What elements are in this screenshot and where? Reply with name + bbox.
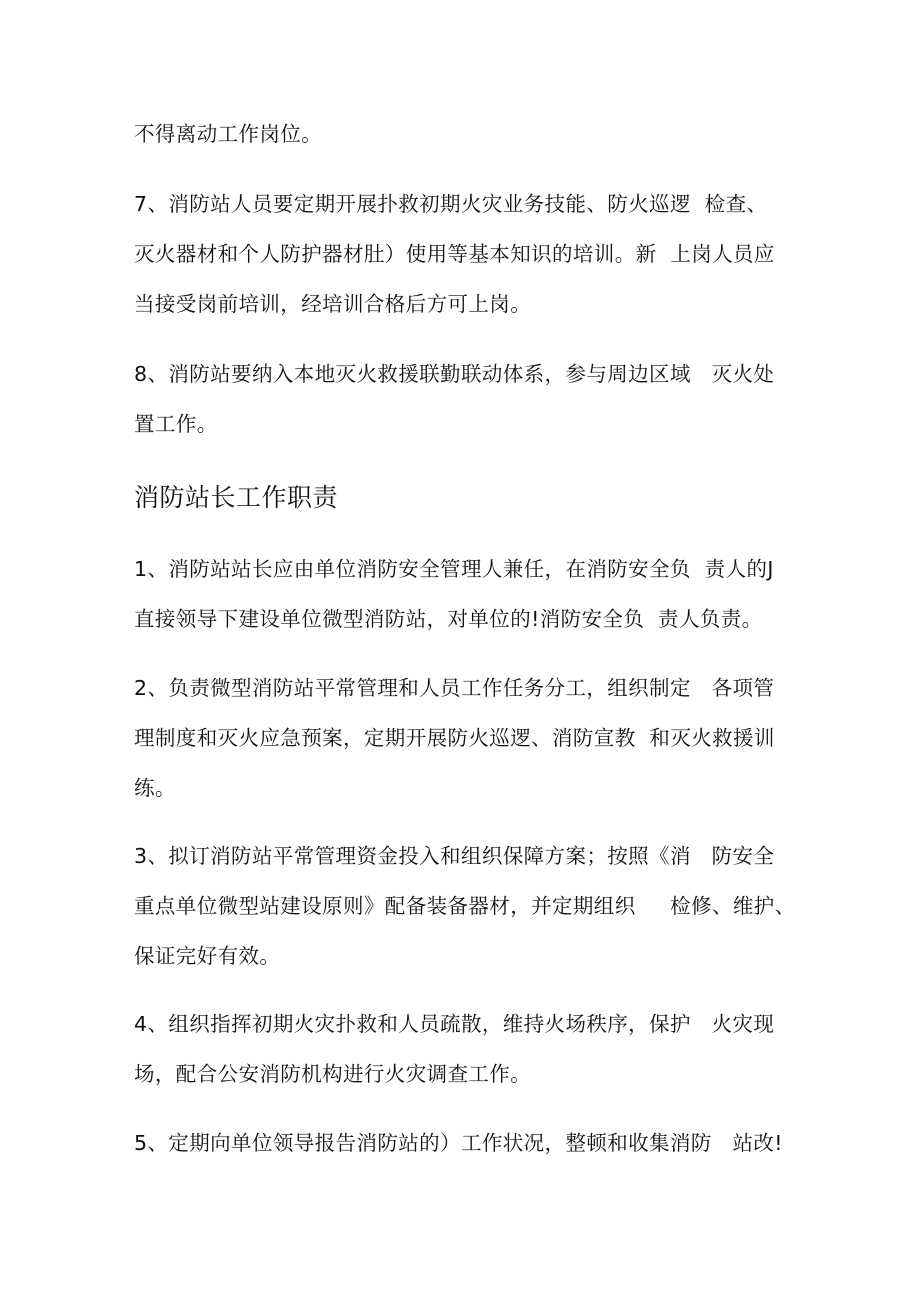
- paragraph-line: 不得离动工作岗位。: [134, 122, 323, 146]
- paragraph-line: 7、消防站人员要定期开展扑救初期火灾业务技能、防火巡逻 检查、: [134, 192, 768, 216]
- paragraph-line: 8、消防站要纳入本地灭火救援联勤联动体系，参与周边区域 灭火处: [134, 362, 775, 386]
- paragraph-line: 4、组织指挥初期火灾扑救和人员疏散，维持火场秩序，保护 火灾现: [134, 1012, 775, 1036]
- paragraph-line: 1、消防站站长应由单位消防安全管理人兼任，在消防安全负 责人的J: [134, 557, 774, 581]
- paragraph-line: 当接受岗前培训，经培训合格后方可上岗。: [134, 292, 532, 316]
- paragraph-line: 练。: [134, 776, 176, 800]
- paragraph-line: 5、定期向单位领导报告消防站的）工作状况，整顿和收集消防 站改!: [134, 1131, 783, 1155]
- paragraph-line: 灭火器材和个人防护器材肚）使用等基本知识的培训。新 上岗人员应: [134, 242, 775, 266]
- paragraph-line: 保证完好有效。: [134, 944, 281, 968]
- paragraph-line: 理制度和灭火应急预案，定期开展防火巡逻、消防宣教 和灭火救援训: [134, 726, 775, 750]
- section-title: 消防站长工作职责: [134, 483, 339, 512]
- paragraph-line: 2、负责微型消防站平常管理和人员工作任务分工，组织制定 各项管: [134, 676, 775, 700]
- paragraph-line: 重点单位微型站建设原则》配备装备器材，并定期组织 检修、维护、: [134, 894, 796, 918]
- paragraph-line: 置工作。: [134, 412, 218, 436]
- paragraph-line: 场，配合公安消防机构进行火灾调查工作。: [134, 1062, 532, 1086]
- paragraph-line: 直接领导下建设单位微型消防站，对单位的!消防安全负 责人负责。: [134, 607, 763, 631]
- paragraph-line: 3、拟订消防站平常管理资金投入和组织保障方案；按照《消 防安全: [134, 844, 775, 868]
